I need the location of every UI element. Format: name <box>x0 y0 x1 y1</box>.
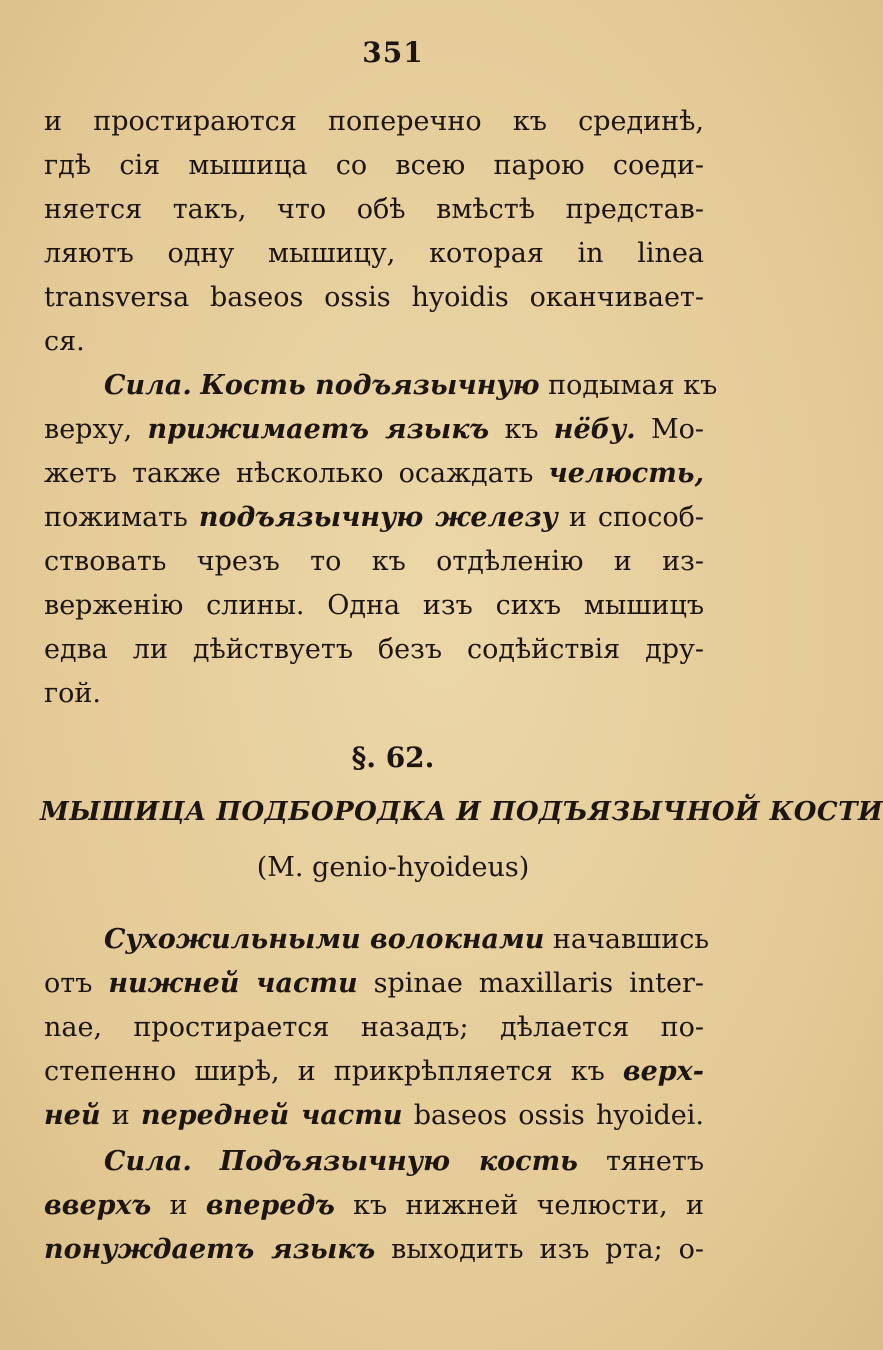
term-italic: ней <box>44 1100 101 1131</box>
text-run: начавшись <box>552 924 710 955</box>
text-run: и способ- <box>568 502 704 533</box>
text-line: transversa baseos ossis hyoidis оканчивает- <box>44 282 704 313</box>
term-italic: подъязычную железу <box>198 502 558 533</box>
term-italic: Сила. <box>104 1146 192 1177</box>
term-italic: передней части <box>140 1100 403 1131</box>
term-italic: нёбу. <box>553 414 636 445</box>
text-line <box>44 408 704 452</box>
text-line <box>44 452 704 496</box>
term-italic: Подъязычную кость <box>219 1146 578 1177</box>
text-run: степенно ширѣ, и прикрѣпляется къ <box>44 1056 605 1087</box>
text-line <box>104 364 718 408</box>
term-italic: понуждаетъ языкъ <box>44 1234 376 1265</box>
term-italic: Сила. <box>104 370 192 401</box>
text-line: ся. <box>44 326 85 357</box>
text-line: няется такъ, что обѣ вмѣстѣ представ- <box>44 194 704 225</box>
text-line: верженію слины. Одна изъ сихъ мышицъ <box>44 590 704 621</box>
text-line: nae, простирается назадъ; дѣлается по- <box>44 1012 704 1043</box>
text-run: выходить изъ рта; о- <box>391 1234 704 1265</box>
text-run: baseos ossis hyoidei. <box>413 1100 704 1131</box>
section-number: §. 62. <box>351 741 435 774</box>
text-line: ствовать чрезъ то къ отдѣленію и из- <box>44 546 704 577</box>
text-line <box>44 496 704 540</box>
text-line: едва ли дѣйствуетъ безъ содѣйствія дру- <box>44 634 704 665</box>
text-line <box>44 1184 704 1228</box>
text-run: Мо- <box>650 414 704 445</box>
text-run: spinae maxillaris inter- <box>373 968 704 999</box>
text-run: верху, <box>44 414 133 445</box>
text-line: и простираются поперечно къ срединѣ, <box>44 106 704 137</box>
text-run: къ нижней челюсти, и <box>353 1190 704 1221</box>
text-run: жетъ также нѣсколько осаждать <box>44 458 534 489</box>
term-italic: нижней части <box>108 968 358 999</box>
term-italic: челюсть, <box>548 458 704 489</box>
text-line <box>104 918 710 962</box>
text-run: и <box>111 1100 130 1131</box>
page-number: 351 <box>362 36 424 69</box>
term-italic: вверхъ <box>44 1190 152 1221</box>
text-line: гдѣ сія мышица со всею парою соеди- <box>44 150 704 181</box>
text-run: пожимать <box>44 502 188 533</box>
term-italic: Сухожильными волокнами <box>104 924 545 955</box>
term-italic: Кость подъязычную <box>200 370 540 401</box>
text-run: и <box>169 1190 188 1221</box>
term-italic: прижимаетъ языкъ <box>147 414 490 445</box>
section-title: МЫШИЦА ПОДБОРОДКА И ПОДЪЯЗЫЧНОЙ КОСТИ <box>40 797 883 827</box>
text-run: тянетъ <box>605 1146 704 1177</box>
text-run: къ <box>504 414 539 445</box>
text-line <box>44 1050 704 1094</box>
text-run: подымая къ <box>548 370 718 401</box>
text-run: отъ <box>44 968 93 999</box>
section-latin-name: (M. genio-hyoideus) <box>256 852 530 883</box>
text-line: гой. <box>44 678 101 709</box>
term-italic: впередъ <box>205 1190 335 1221</box>
text-line: ляютъ одну мышицу, которая in linea <box>44 238 704 269</box>
text-line <box>44 1094 704 1138</box>
term-italic: верх- <box>622 1056 704 1087</box>
text-line <box>44 1228 704 1272</box>
text-line <box>44 962 704 1006</box>
text-line <box>104 1140 704 1184</box>
